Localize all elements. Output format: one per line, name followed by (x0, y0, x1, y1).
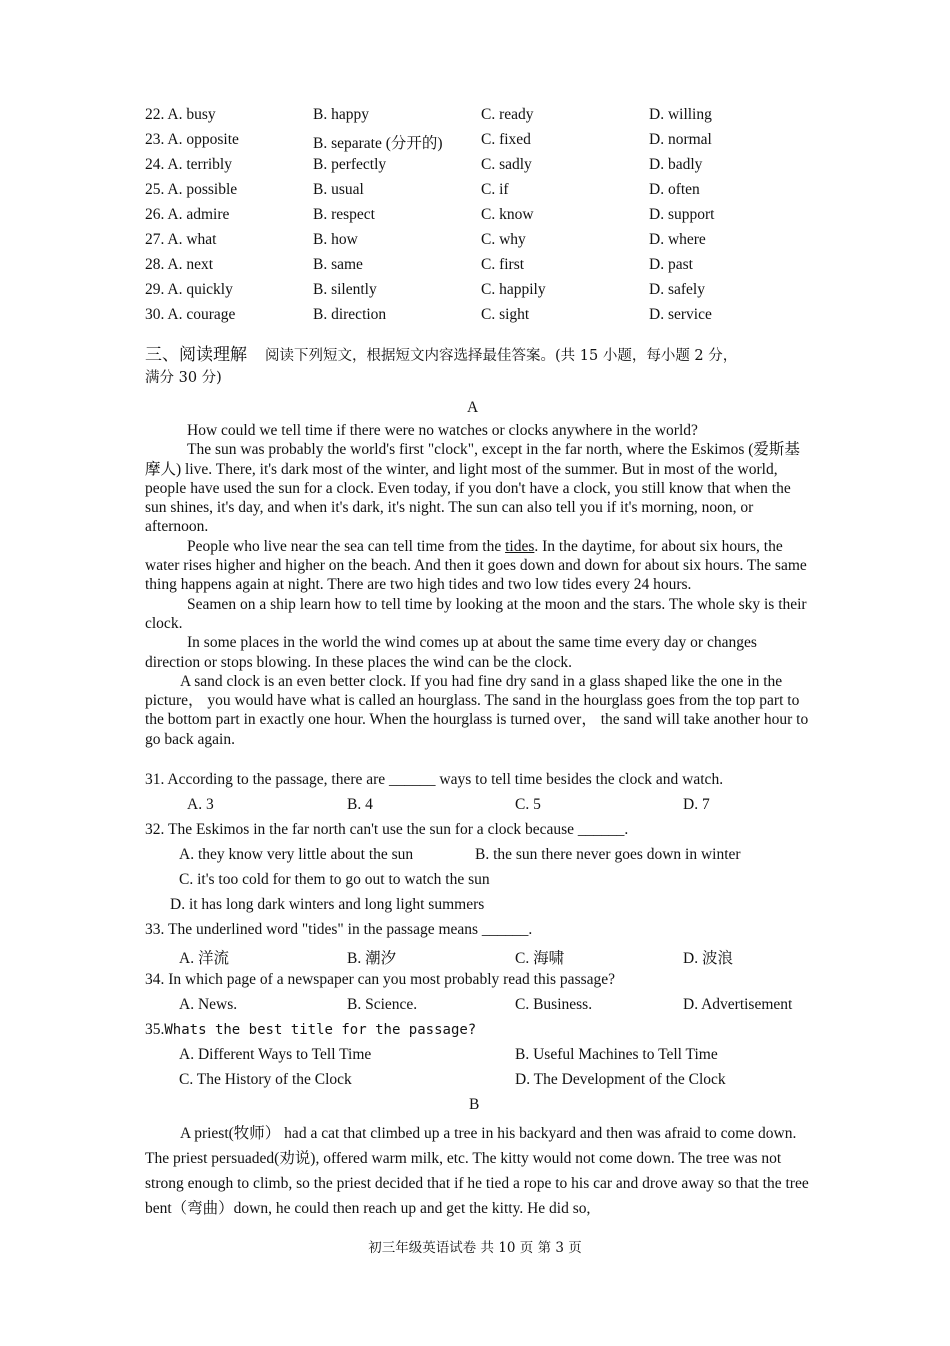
q34-option-d[interactable]: D. Advertisement (683, 996, 793, 1013)
cloze-question-number: 28. (145, 256, 165, 273)
question-33-options (179, 946, 899, 971)
cloze-row (145, 156, 865, 181)
cloze-row (145, 281, 865, 306)
cloze-question-number: 30. (145, 306, 165, 323)
cloze-option-d[interactable]: D. where (649, 231, 706, 248)
cloze-question-number: 27. (145, 231, 165, 248)
cloze-option-b[interactable]: B. usual (313, 181, 364, 198)
page-footer: 初三年级英语试卷 共 10 页 第 3 页 (368, 1240, 582, 1256)
question-33: 33. The underlined word "tides" in the passage means ______. (145, 921, 533, 938)
q32-option-b[interactable]: B. the sun there never goes down in winter (475, 846, 741, 863)
passage-a-p5: In some places in the world the wind comes up at about the same time every day or changes direction or stops blowing. In these places the wind can be the clock. (145, 634, 757, 671)
question-31-options (187, 796, 907, 821)
q34-option-c[interactable]: C. Business. (515, 996, 593, 1013)
cloze-option-a[interactable]: 30. A. courage (145, 306, 236, 323)
q33-option-b[interactable]: B. 潮汐 (347, 950, 397, 967)
cloze-question-number: 23. (145, 131, 165, 148)
passage-a-p2: The sun was probably the world's first "clock", except in the far north, where the Eskimos (爱斯基摩人) live. There, it's dark most of the winter, and light most of the summer. But in most of the world, people have used the sun for a clock. Even today, if you don't have a clock, you still know that when the sun shines, it's day, and when it's dark, it's night. The sun can also tell you if it's morning, noon, or afternoon. (145, 441, 800, 536)
cloze-option-d[interactable]: D. often (649, 181, 700, 198)
cloze-option-c[interactable]: C. ready (481, 106, 534, 123)
cloze-option-d[interactable]: D. past (649, 256, 693, 273)
q32-option-a[interactable]: A. they know very little about the sun (179, 846, 414, 863)
section-instruction: 阅读下列短文，根据短文内容选择最佳答案。(共 15 小题，每小题 2 分， (265, 348, 738, 364)
q33-option-c[interactable]: C. 海啸 (515, 950, 565, 967)
question-35 (145, 1021, 476, 1039)
cloze-question-number: 25. (145, 181, 165, 198)
passage-a-p1: How could we tell time if there were no watches or clocks anywhere in the world? (187, 422, 698, 439)
cloze-question-number: 26. (145, 206, 165, 223)
q33-option-a[interactable]: A. 洋流 (179, 950, 229, 967)
cloze-row (145, 306, 865, 331)
cloze-option-c[interactable]: C. why (481, 231, 526, 248)
passage-a-label: A (467, 399, 479, 416)
cloze-option-a[interactable]: 25. A. possible (145, 181, 238, 198)
cloze-option-a[interactable]: 28. A. next (145, 256, 214, 273)
section-title-reading (145, 340, 737, 365)
underlined-word-tides: tides (505, 537, 535, 555)
q35-option-b[interactable]: B. Useful Machines to Tell Time (515, 1046, 718, 1063)
cloze-question-number: 24. (145, 156, 165, 173)
cloze-option-a[interactable]: 23. A. opposite (145, 131, 239, 148)
cloze-option-a[interactable]: 26. A. admire (145, 206, 230, 223)
section-title: 三、阅读理解 (145, 345, 247, 365)
cloze-option-c[interactable]: C. sadly (481, 156, 532, 173)
cloze-option-b[interactable]: B. happy (313, 106, 369, 123)
question-31: 31. According to the passage, there are ______ ways to tell time besides the clock and watch. (145, 771, 724, 788)
cloze-option-c[interactable]: C. fixed (481, 131, 531, 148)
cloze-option-a[interactable]: 27. A. what (145, 231, 217, 248)
cloze-question-number: 29. (145, 281, 165, 298)
cloze-option-d[interactable]: D. willing (649, 106, 712, 123)
q35-option-a[interactable]: A. Different Ways to Tell Time (179, 1046, 372, 1063)
question-35-text: Whats the best title for the passage? (164, 1022, 477, 1038)
cloze-option-d[interactable]: D. safely (649, 281, 705, 298)
cloze-option-b[interactable]: B. separate (分开的) (313, 135, 443, 152)
cloze-option-d[interactable]: D. support (649, 206, 715, 223)
cloze-option-b[interactable]: B. direction (313, 306, 387, 323)
passage-a-p3: People who live near the sea can tell time from the tides. In the daytime, for about six hours, the water rises higher and higher on the beach. And then it goes down and down for about six hours. The same thing happens again at night. There are two high tides and two low tides every 24 hours. (145, 537, 807, 594)
passage-a (145, 421, 813, 749)
cloze-option-a[interactable]: 22. A. busy (145, 106, 216, 123)
cloze-option-b[interactable]: B. perfectly (313, 156, 387, 173)
question-32: 32. The Eskimos in the far north can't use the sun for a clock because ______. (145, 821, 629, 838)
cloze-row (145, 206, 865, 231)
cloze-option-b[interactable]: B. respect (313, 206, 375, 223)
q35-option-c[interactable]: C. The History of the Clock (179, 1071, 352, 1088)
q34-option-a[interactable]: A. News. (179, 996, 238, 1013)
q32-option-c[interactable]: C. it's too cold for them to go out to watch the sun (179, 871, 490, 888)
cloze-option-a[interactable]: 29. A. quickly (145, 281, 233, 298)
question-34: 34. In which page of a newspaper can you most probably read this passage? (145, 971, 616, 988)
cloze-option-c[interactable]: C. if (481, 181, 509, 198)
question-34-options (179, 996, 899, 1021)
cloze-option-b[interactable]: B. same (313, 256, 363, 273)
q31-option-c[interactable]: C. 5 (515, 796, 541, 813)
passage-b-p1: A priest(牧师） had a cat that climbed up a tree in his backyard and then was afraid to come down. The priest persuaded(劝说), offered warm milk, etc. The kitty would not come down. The tree was not strong enough to climb, so the priest decided that if he tied a rope to his car and drove away so that the tree bent（弯曲）down, he could then reach up and get the kitty. He did so, (145, 1125, 809, 1217)
passage-a-p4: Seamen on a ship learn how to tell time by looking at the moon and the stars. The whole sky is their clock. (145, 595, 807, 632)
q31-option-a[interactable]: A. 3 (187, 796, 214, 813)
cloze-option-b[interactable]: B. silently (313, 281, 377, 298)
cloze-option-a[interactable]: 24. A. terribly (145, 156, 232, 173)
q34-option-b[interactable]: B. Science. (347, 996, 418, 1013)
q31-option-d[interactable]: D. 7 (683, 796, 710, 813)
passage-b-label: B (469, 1096, 480, 1113)
cloze-option-d[interactable]: D. normal (649, 131, 712, 148)
cloze-row (145, 106, 865, 131)
cloze-row (145, 181, 865, 206)
passage-b (145, 1121, 813, 1221)
q32-option-d[interactable]: D. it has long dark winters and long light summers (170, 896, 485, 913)
cloze-row (145, 131, 865, 156)
q35-option-d[interactable]: D. The Development of the Clock (515, 1071, 726, 1088)
cloze-option-d[interactable]: D. service (649, 306, 712, 323)
passage-a-p6: A sand clock is an even better clock. If you had fine dry sand in a glass shaped like the one in the picture， you would have what is called an hourglass. The sand in the hourglass goes from the top part to the bottom part in exactly one hour. When the hourglass is turned over， the sand will take another hour to go back again. (145, 672, 809, 748)
cloze-row (145, 231, 865, 256)
q31-option-b[interactable]: B. 4 (347, 796, 373, 813)
cloze-option-c[interactable]: C. first (481, 256, 525, 273)
cloze-option-b[interactable]: B. how (313, 231, 358, 248)
question-35-number: 35. (145, 1021, 165, 1038)
q33-option-d[interactable]: D. 波浪 (683, 950, 733, 967)
cloze-option-c[interactable]: C. happily (481, 281, 546, 298)
cloze-option-d[interactable]: D. badly (649, 156, 703, 173)
cloze-option-c[interactable]: C. know (481, 206, 534, 223)
cloze-question-number: 22. (145, 106, 165, 123)
cloze-option-c[interactable]: C. sight (481, 306, 530, 323)
section-instruction-cont: 满分 30 分) (145, 370, 222, 386)
cloze-row (145, 256, 865, 281)
